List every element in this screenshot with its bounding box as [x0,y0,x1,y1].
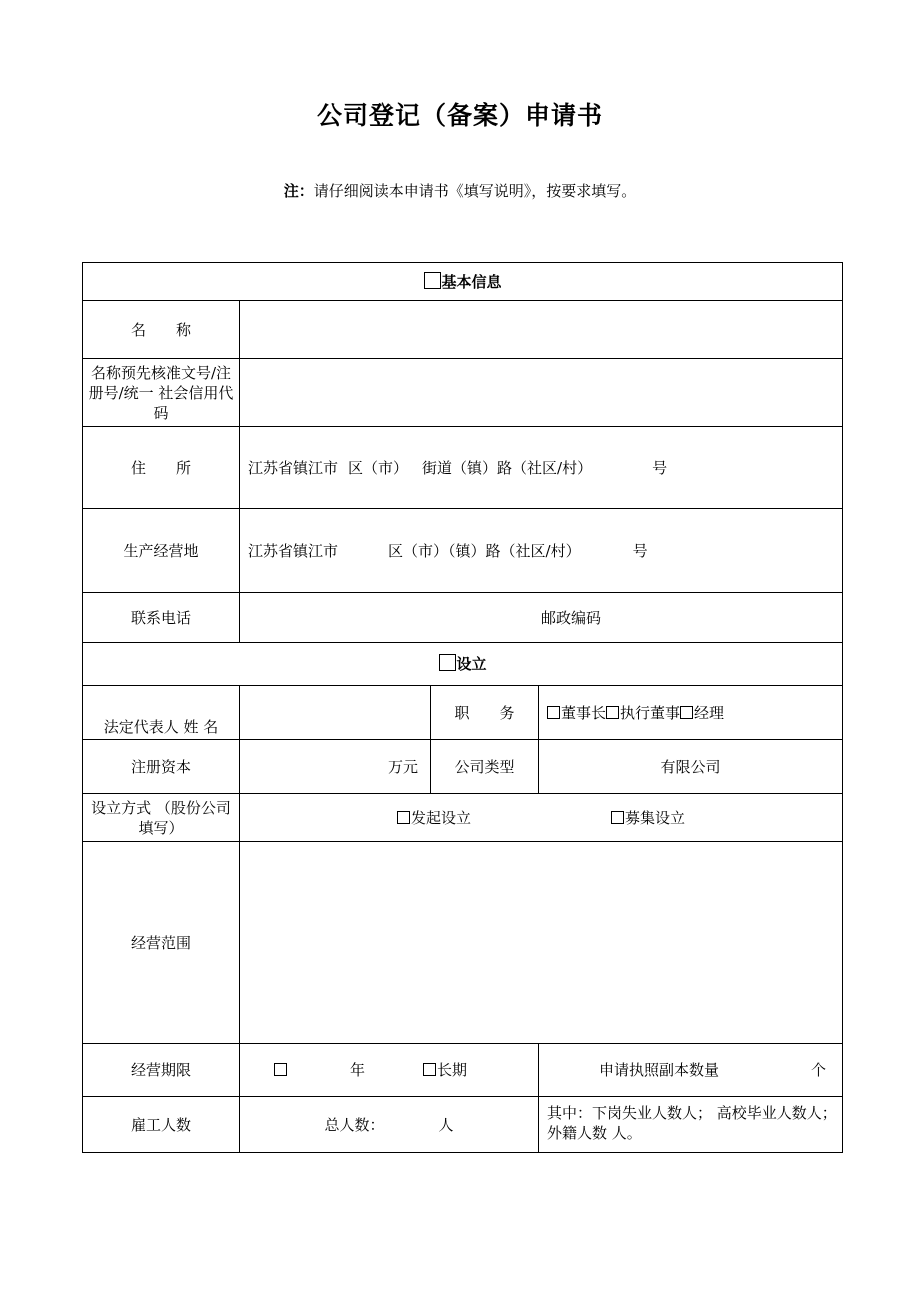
address-district: 区（市） [348,458,409,477]
total-label: 总人数： [324,1115,385,1134]
production-label: 生产经营地 [83,509,240,593]
company-type-label: 公司类型 [431,740,539,794]
copies-label: 申请执照副本数量 [599,1061,720,1079]
capital-label: 注册资本 [83,740,240,794]
legal-rep-field[interactable] [240,686,431,740]
checkbox-icon[interactable] [397,811,410,824]
option-promotion: 发起设立 [411,808,472,827]
name-field[interactable] [240,301,843,359]
production-city: 江苏省镇江市 [248,541,339,560]
fill-note [0,180,920,201]
address-field[interactable] [240,427,843,509]
note-label: 注： [283,182,314,200]
production-district: 区（市）（镇）路（社区/村） [388,541,581,560]
method-options [240,794,843,842]
checkbox-icon[interactable] [423,1063,436,1076]
employees-label: 雇工人数 [83,1097,240,1153]
note-text: 请仔细阅读本申请书《填写说明》，按要求填写。 [313,182,637,200]
address-city: 江苏省镇江市 [248,458,339,477]
address-label: 住 所 [83,427,240,509]
phone-label: 联系电话 [83,593,240,643]
method-label: 设立方式 （股份公司填写） [83,794,240,842]
checkbox-icon[interactable] [547,706,560,719]
legal-rep-label: 法定代表人 姓 名 [83,686,240,740]
application-form-table [82,262,843,1153]
name-label: 名 称 [83,301,240,359]
address-number: 号 [652,458,668,477]
term-year: 年 [350,1061,366,1079]
option-executive-director: 执行董事 [620,703,681,722]
page-title: 公司登记（备案）申请书 [316,101,603,130]
total-unit: 人 [438,1115,454,1134]
copies-field[interactable] [539,1044,843,1097]
section-establish [83,643,843,686]
code-field[interactable] [240,359,843,427]
production-field[interactable] [240,509,843,593]
copies-unit: 个 [811,1061,827,1079]
option-manager: 经理 [694,703,725,722]
checkbox-icon[interactable] [611,811,624,824]
option-subscription: 募集设立 [625,808,686,827]
scope-field[interactable] [240,842,843,1044]
address-street: 街道（镇）路（社区/村） [422,458,593,477]
production-number: 号 [632,541,648,560]
term-label: 经营期限 [83,1044,240,1097]
total-field[interactable] [240,1097,539,1153]
checkbox-icon[interactable] [424,272,441,289]
postcode-label: 邮政编码 [240,593,843,643]
term-options [240,1044,539,1097]
option-chairman: 董事长 [561,703,607,722]
checkbox-icon[interactable] [274,1063,287,1076]
term-long: 长期 [437,1061,468,1079]
position-label: 职 务 [431,686,539,740]
section-basic-label: 基本信息 [441,272,502,291]
checkbox-icon[interactable] [680,706,693,719]
section-establish-label: 设立 [456,655,487,673]
checkbox-icon[interactable] [439,654,456,671]
capital-unit[interactable]: 万元 [240,740,431,794]
section-basic-info [83,263,843,301]
position-options [539,686,843,740]
code-label: 名称预先核准文号/注册号/统一 社会信用代码 [83,359,240,427]
company-type-value[interactable]: 有限公司 [539,740,843,794]
employee-breakdown[interactable]: 其中：下岗失业人数人； 高校毕业人数人；外籍人数 人。 [539,1097,843,1153]
checkbox-icon[interactable] [606,706,619,719]
scope-label: 经营范围 [83,842,240,1044]
